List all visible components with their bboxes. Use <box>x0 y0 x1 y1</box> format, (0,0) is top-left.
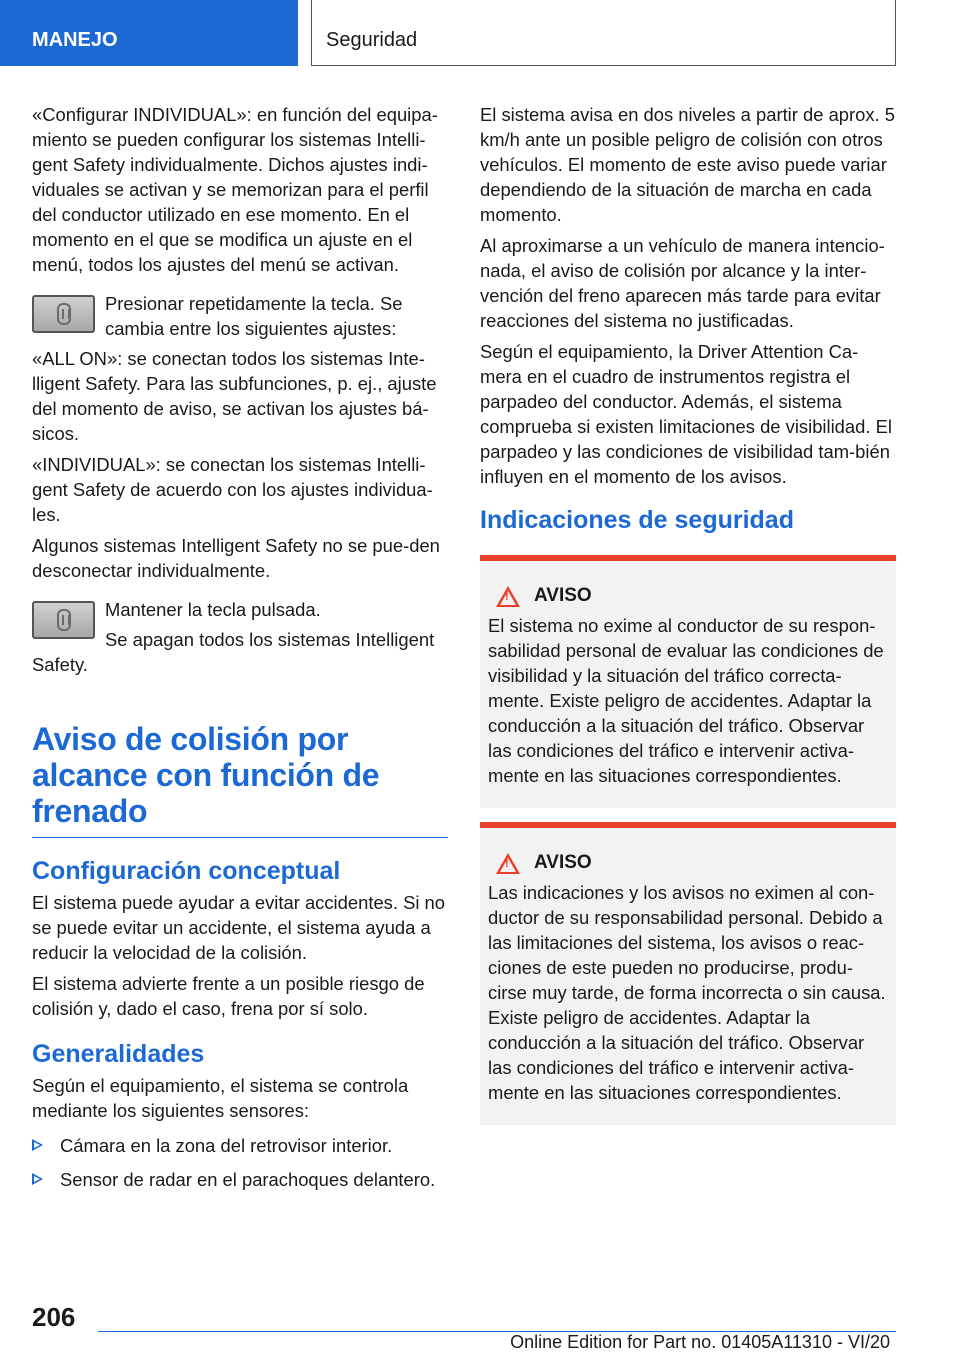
warning-text: Las indicaciones y los avisos no eximen al con-ductor de su responsabilidad personal. Debido a las limitaciones del sistema, los avisos o reac-ciones de este pueden no producirse, produ-cirse muy tarde, de forma incorrecta o sin causa. Existe peligro de accidentes. Adaptar la conducción a la situación del tráfico. Observar las condiciones del tráfico e intervenir activa-mente en las situaciones correspondientes. <box>488 882 886 1103</box>
left-column <box>32 102 448 1201</box>
paragraph-individual: «INDIVIDUAL»: se conectan los sistemas Intelli-gent Safety de acuerdo con los ajustes individua-les. <box>32 454 433 525</box>
key-instruction-press <box>32 291 448 346</box>
list-item: Cámara en la zona del retrovisor interior. <box>32 1133 448 1158</box>
warning-box <box>480 822 896 1125</box>
chapter-tab: MANEJO <box>0 0 298 66</box>
sensor-list <box>32 1133 448 1192</box>
key-hold-result: Se apagan todos los sistemas Intelligent <box>105 629 435 650</box>
warning-box <box>480 555 896 808</box>
paragraph-all-on: «ALL ON»: se conectan todos los sistemas Inte-lligent Safety. Para las subfunciones, p. ej., ajuste del momento de aviso, se activan los ajustes bá-sicos. <box>32 348 437 444</box>
section-title: Seguridad <box>311 0 896 66</box>
heading-concept: Configuración conceptual <box>32 857 341 885</box>
key-hold-result-cont: Safety. <box>32 654 88 675</box>
paragraph-concept-1: El sistema puede ayudar a evitar accidentes. Si no se puede evitar un accidente, el sistema ayuda a reducir la velocidad de la colisión. <box>32 892 445 963</box>
page-header <box>0 0 960 66</box>
list-item: Sensor de radar en el parachoques delantero. <box>32 1167 448 1192</box>
paragraph-warning-levels: El sistema avisa en dos niveles a partir de aprox. 5 km/h ante un posible peligro de colisión con otros vehículos. El momento de este aviso puede variar dependiendo de la situación de marcha en cada momento. <box>480 104 896 225</box>
warning-title: AVISO <box>534 585 592 606</box>
edition-note: Online Edition for Part no. 01405A11310 - VI/20 <box>510 1332 890 1352</box>
key-press-text: Presionar repetidamente la tecla. Se cambia entre los siguientes ajustes: <box>105 293 403 339</box>
right-column <box>480 102 896 1139</box>
paragraph-configure-individual: «Configurar INDIVIDUAL»: en función del equipa-miento se pueden configurar los sistemas Intelli-gent Safety individualmente. Dichos ajustes indi-viduales se activan y se memorizan para el perfil del conductor utilizado en ese momento. En el momento en el que se modifica un ajuste en el menú, todos los ajustes del menú se activan. <box>32 104 438 275</box>
triangle-bullet-icon <box>32 1139 43 1151</box>
triangle-bullet-icon <box>32 1173 43 1185</box>
paragraph-intentional-approach: Al aproximarse a un vehículo de manera intencio-nada, el aviso de colisión por alcance y la inter-vención del freno aparecen más tarde para evitar reacciones del sistema no justificadas. <box>480 235 885 331</box>
intelligent-safety-button-icon <box>32 295 95 333</box>
key-hold-text: Mantener la tecla pulsada. <box>105 599 321 620</box>
warning-title: AVISO <box>534 852 592 873</box>
heading-general: Generalidades <box>32 1040 205 1068</box>
page-number: 206 <box>32 1302 76 1332</box>
page-footer <box>0 1290 960 1362</box>
paragraph-some-systems: Algunos sistemas Intelligent Safety no se pue-den desconectar individualmente. <box>32 535 440 581</box>
paragraph-general: Según el equipamiento, el sistema se controla mediante los siguientes sensores: <box>32 1075 409 1121</box>
warning-triangle-icon <box>496 853 520 874</box>
warning-text: El sistema no exime al conductor de su respon-sabilidad personal de evaluar las condiciones de visibilidad y la situación del tráfico correcta-mente. Existe peligro de accidentes. Adaptar la conducción a la situación del tráfico. Observar las condiciones del tráfico e intervenir activa-mente en las situaciones correspondientes. <box>488 615 884 786</box>
paragraph-attention-camera: Según el equipamiento, la Driver Attention Ca-mera en el cuadro de instrumentos registra el parpadeo del conductor. Además, el sistema comprueba si existen limitaciones de visibilidad. El parpadeo y las condiciones de visibilidad tam-bién influyen en el momento de los avisos. <box>480 341 892 487</box>
key-instruction-hold <box>32 597 448 652</box>
heading-safety-notes: Indicaciones de seguridad <box>480 506 794 534</box>
paragraph-concept-2: El sistema advierte frente a un posible riesgo de colisión y, dado el caso, frena por sí solo. <box>32 973 425 1019</box>
warning-triangle-icon <box>496 586 520 607</box>
heading-collision-warning: Aviso de colisión por alcance con función de frenado <box>32 721 448 838</box>
intelligent-safety-button-icon <box>32 601 95 639</box>
